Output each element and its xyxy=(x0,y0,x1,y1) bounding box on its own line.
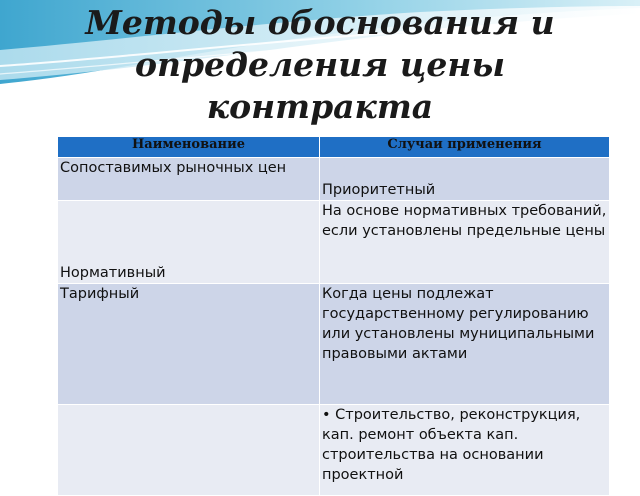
page-title xyxy=(0,2,640,128)
row-name: Тарифный xyxy=(58,284,320,405)
row-name: Нормативный xyxy=(58,201,320,284)
table-row xyxy=(58,201,610,284)
table-row xyxy=(58,284,610,405)
title-line-3: контракта xyxy=(206,87,434,126)
header-name: Наименование xyxy=(58,137,320,158)
title-line-2: определения цены xyxy=(134,45,506,84)
table-row xyxy=(58,405,610,496)
header-usage: Случаи применения xyxy=(320,137,610,158)
title-line-1: Методы обоснования и xyxy=(85,3,555,42)
row-usage: Приоритетный xyxy=(320,158,610,201)
table-row xyxy=(58,158,610,201)
row-usage: • Строительство, реконструкция, кап. ремонт объекта кап. строительства на основании проектной xyxy=(320,405,610,496)
row-usage: На основе нормативных требований, если установлены предельные цены xyxy=(320,201,610,284)
row-usage: Когда цены подлежат государственному регулированию или установлены муниципальными правовыми актами xyxy=(320,284,610,405)
row-name: Сопоставимых рыночных цен xyxy=(58,158,320,201)
table-header-row xyxy=(58,137,610,158)
methods-table xyxy=(57,136,610,496)
row-name xyxy=(58,405,320,496)
